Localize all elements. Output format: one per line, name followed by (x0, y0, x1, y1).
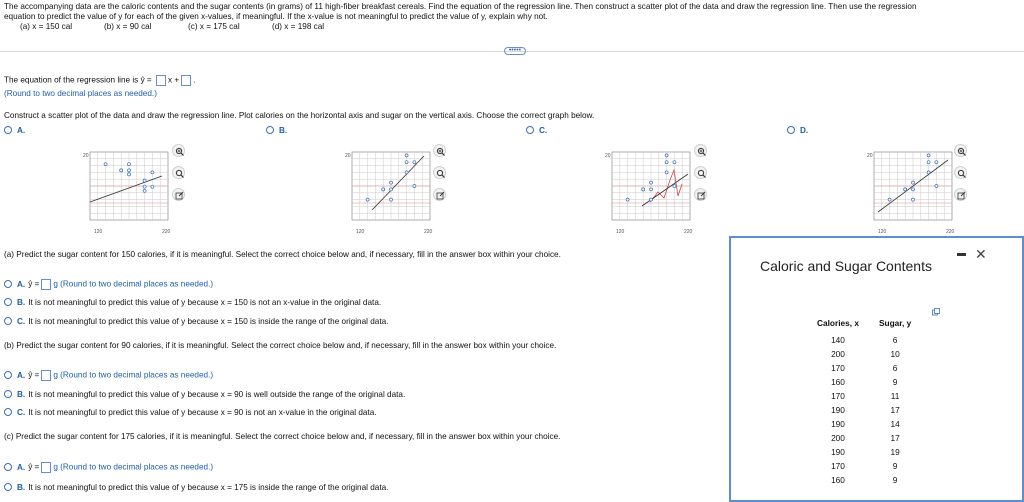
radio-a-a[interactable] (4, 280, 12, 288)
graph-a-grid (90, 152, 168, 220)
part-b-option-c[interactable]: C. It is not meaningful to predict this value of y because x = 90 is not an x-value in the original data. (4, 408, 377, 417)
scatter-point (650, 188, 653, 191)
part-a-option-b[interactable]: B. It is not meaningful to predict this value of y because x = 150 is not an x-value in the original data. (4, 298, 381, 307)
sugar-cell: 6 (892, 335, 898, 345)
scatter-point (888, 198, 891, 201)
part-b-option-b[interactable]: B. It is not meaningful to predict this value of y because x = 90 is well outside the range of the original data. (4, 390, 405, 399)
table-row (807, 431, 921, 445)
graph-b-plot (342, 140, 557, 235)
scatter-point (405, 171, 408, 174)
graph-a-ymax: 20 (83, 153, 89, 159)
scatter-point (128, 163, 131, 166)
intercept-input[interactable] (181, 75, 191, 86)
table-row (807, 389, 921, 403)
scatter-point (642, 188, 645, 191)
scatter-point (665, 161, 668, 164)
scatter-point (927, 171, 930, 174)
graph-c-grid (612, 152, 690, 220)
graph-b-xmin: 120 (356, 229, 365, 235)
graph-option-d[interactable]: D. (787, 126, 811, 135)
zoom-in-icon[interactable] (433, 144, 446, 157)
graph-c-xmin: 120 (616, 229, 625, 235)
scatter-point (390, 198, 393, 201)
copy-icon[interactable] (932, 308, 940, 318)
radio-graph-c[interactable] (526, 126, 534, 134)
part-a-label: (a) x = 150 cal (20, 22, 73, 31)
popout-icon[interactable] (172, 188, 185, 201)
data-table-popup[interactable] (729, 236, 1024, 502)
part-b-label: (b) x = 90 cal (104, 22, 152, 31)
scatter-point (650, 198, 653, 201)
scatter-point (104, 163, 107, 166)
scatter-point (673, 185, 676, 188)
zoom-in-icon[interactable] (172, 144, 185, 157)
part-c-label: (c) x = 175 cal (188, 22, 240, 31)
graph-c (602, 140, 817, 235)
scatter-point (143, 189, 146, 192)
table-row (807, 473, 921, 487)
scatter-prompt: Construct a scatter plot of the data and draw the regression line. Plot calories on the horizontal axis and sugar on the vertical axis. Choose the correct graph below. (4, 111, 595, 120)
calories-cell: 170 (831, 391, 845, 401)
graph-option-b[interactable]: B. (266, 126, 290, 135)
equation-mid: x + (168, 75, 180, 85)
column-header-sugar: Sugar, y (878, 318, 912, 328)
sugar-cell: 17 (890, 405, 900, 415)
part-b-option-a[interactable]: A. ŷ = g (Round to two decimal places as needed.) (4, 370, 213, 381)
scatter-point (128, 173, 131, 176)
popout-icon[interactable] (954, 188, 967, 201)
sugar-cell: 11 (890, 391, 900, 401)
scatter-point (143, 179, 146, 182)
graph-b-ymax: 20 (345, 153, 351, 159)
calories-cell: 140 (831, 335, 845, 345)
part-d-label: (d) x = 198 cal (272, 22, 325, 31)
graph-d-plot (864, 140, 1024, 235)
calories-cell: 160 (831, 377, 845, 387)
scatter-point (366, 198, 369, 201)
scatter-point (151, 185, 154, 188)
calories-cell: 160 (831, 475, 845, 485)
graph-c-xmax: 220 (684, 229, 693, 235)
zoom-in-icon[interactable] (694, 144, 707, 157)
scatter-point (626, 198, 629, 201)
sugar-cell: 14 (890, 419, 900, 429)
calories-cell: 190 (831, 405, 845, 415)
radio-graph-d[interactable] (787, 126, 795, 134)
radio-a-c[interactable] (4, 317, 12, 325)
graph-a (80, 140, 295, 235)
minimize-button[interactable] (957, 253, 966, 256)
scatter-point (120, 169, 123, 172)
radio-graph-a[interactable] (4, 126, 12, 134)
scatter-point (912, 181, 915, 184)
radio-c-a[interactable] (4, 463, 12, 471)
scatter-point (405, 161, 408, 164)
scatter-point (912, 198, 915, 201)
sugar-cell: 9 (892, 475, 898, 485)
problem-text-line1: The accompanying data are the caloric contents and the sugar contents (in grams) of 11 high-fiber breakfast cereals. Find the equation of the regression line. Then construct a scatter plot of the data and draw the regression line. Then use the regression (4, 2, 917, 11)
calories-cell: 190 (831, 447, 845, 457)
scatter-point (665, 171, 668, 174)
graph-c-plot (602, 140, 817, 235)
column-header-calories: Calories, x (817, 318, 859, 328)
scatter-point (413, 161, 416, 164)
radio-b-c[interactable] (4, 408, 12, 416)
sugar-cell: 6 (892, 363, 898, 373)
sugar-cell: 9 (892, 461, 898, 471)
part-c-prompt: (c) Predict the sugar content for 175 calories, if it is meaningful. Select the correct choice below and, if necessary, fill in the answer box within your choice. (4, 432, 561, 441)
radio-b-a[interactable] (4, 371, 12, 379)
part-a-answer-input[interactable] (41, 279, 51, 290)
scatter-point (935, 161, 938, 164)
part-b-prompt: (b) Predict the sugar content for 90 calories, if it is meaningful. Select the correct choice below and, if necessary, fill in the answer box within your choice. (4, 341, 557, 350)
table-row (807, 347, 921, 361)
scatter-point (390, 181, 393, 184)
graph-d-xmin: 120 (878, 229, 887, 235)
radio-b-b[interactable] (4, 390, 12, 398)
sugar-cell: 9 (892, 377, 898, 387)
sugar-cell: 17 (890, 433, 900, 443)
equation-prefix: The equation of the regression line is (4, 75, 139, 85)
problem-text-line2: equation to predict the value of y for each of the given x-values, if meaningful. If the x-value is not meaningful to predict the value of y, explain why not. (4, 12, 548, 21)
yhat-symbol: ŷ = (140, 75, 152, 85)
scatter-point (673, 161, 676, 164)
table-row (807, 459, 921, 473)
scatter-point (128, 169, 131, 172)
graph-c-ymax: 20 (605, 153, 611, 159)
graph-option-a[interactable]: A. (4, 126, 28, 135)
calories-cell: 200 (831, 349, 845, 359)
table-row (807, 333, 921, 347)
graph-a-xmin: 120 (94, 229, 103, 235)
part-c-option-a[interactable]: A. ŷ = g (Round to two decimal places as needed.) (4, 462, 213, 473)
graph-b (342, 140, 557, 235)
calories-cell: 190 (831, 419, 845, 429)
zoom-out-icon[interactable] (172, 166, 185, 179)
graph-d-xmax: 220 (946, 229, 955, 235)
radio-c-b[interactable] (4, 483, 12, 491)
calories-cell: 170 (831, 461, 845, 471)
graph-d (864, 140, 1024, 235)
sugar-cell: 10 (890, 349, 900, 359)
equation-hint: (Round to two decimal places as needed.) (4, 89, 157, 98)
radio-graph-b[interactable] (266, 126, 274, 134)
scatter-point (912, 188, 915, 191)
part-a-option-c[interactable]: C. It is not meaningful to predict this value of y because x = 150 is inside the range of the original data. (4, 317, 388, 326)
scatter-point (650, 181, 653, 184)
zoom-out-icon[interactable] (694, 166, 707, 179)
scatter-point (927, 161, 930, 164)
popup-title: Caloric and Sugar Contents (760, 258, 932, 274)
part-c-option-b[interactable]: B. It is not meaningful to predict this value of y because x = 175 is inside the range of the original data. (4, 483, 388, 492)
equation-row: The equation of the regression line is ŷ = x + . (4, 75, 196, 85)
table-row (807, 417, 921, 431)
scatter-point (143, 185, 146, 188)
scatter-point (927, 154, 930, 157)
scatter-point (413, 185, 416, 188)
table-row (807, 361, 921, 375)
scatter-point (904, 188, 907, 191)
graph-b-xmax: 220 (424, 229, 433, 235)
zoom-out-icon[interactable] (433, 166, 446, 179)
radio-a-b[interactable] (4, 298, 12, 306)
part-a-prompt: (a) Predict the sugar content for 150 calories, if it is meaningful. Select the correct choice below and, if necessary, fill in the answer box within your choice. (4, 250, 561, 259)
popout-icon[interactable] (694, 188, 707, 201)
table-row (807, 375, 921, 389)
scatter-point (390, 188, 393, 191)
graph-a-xmax: 220 (162, 229, 171, 235)
part-c-answer-input[interactable] (41, 462, 51, 473)
graph-d-ymax: 20 (867, 153, 873, 159)
graph-option-c[interactable]: C. (526, 126, 550, 135)
part-b-answer-input[interactable] (41, 370, 51, 381)
graph-a-plot (80, 140, 295, 235)
popout-icon[interactable] (433, 188, 446, 201)
data-table-body (807, 333, 921, 487)
calories-cell: 170 (831, 363, 845, 373)
scatter-point (151, 171, 154, 174)
data-table (807, 318, 921, 487)
scatter-point (665, 154, 668, 157)
slope-input[interactable] (156, 75, 166, 86)
table-row (807, 403, 921, 417)
scatter-point (935, 185, 938, 188)
scatter-point (405, 154, 408, 157)
scatter-point (382, 188, 385, 191)
zoom-in-icon[interactable] (954, 144, 967, 157)
expand-more-button[interactable]: ••••• (504, 47, 526, 55)
zoom-out-icon[interactable] (954, 166, 967, 179)
calories-cell: 200 (831, 433, 845, 443)
part-a-option-a[interactable]: A. ŷ = g (Round to two decimal places as needed.) (4, 279, 213, 290)
table-row (807, 445, 921, 459)
sugar-cell: 19 (890, 447, 900, 457)
close-icon[interactable]: ✕ (975, 246, 987, 262)
